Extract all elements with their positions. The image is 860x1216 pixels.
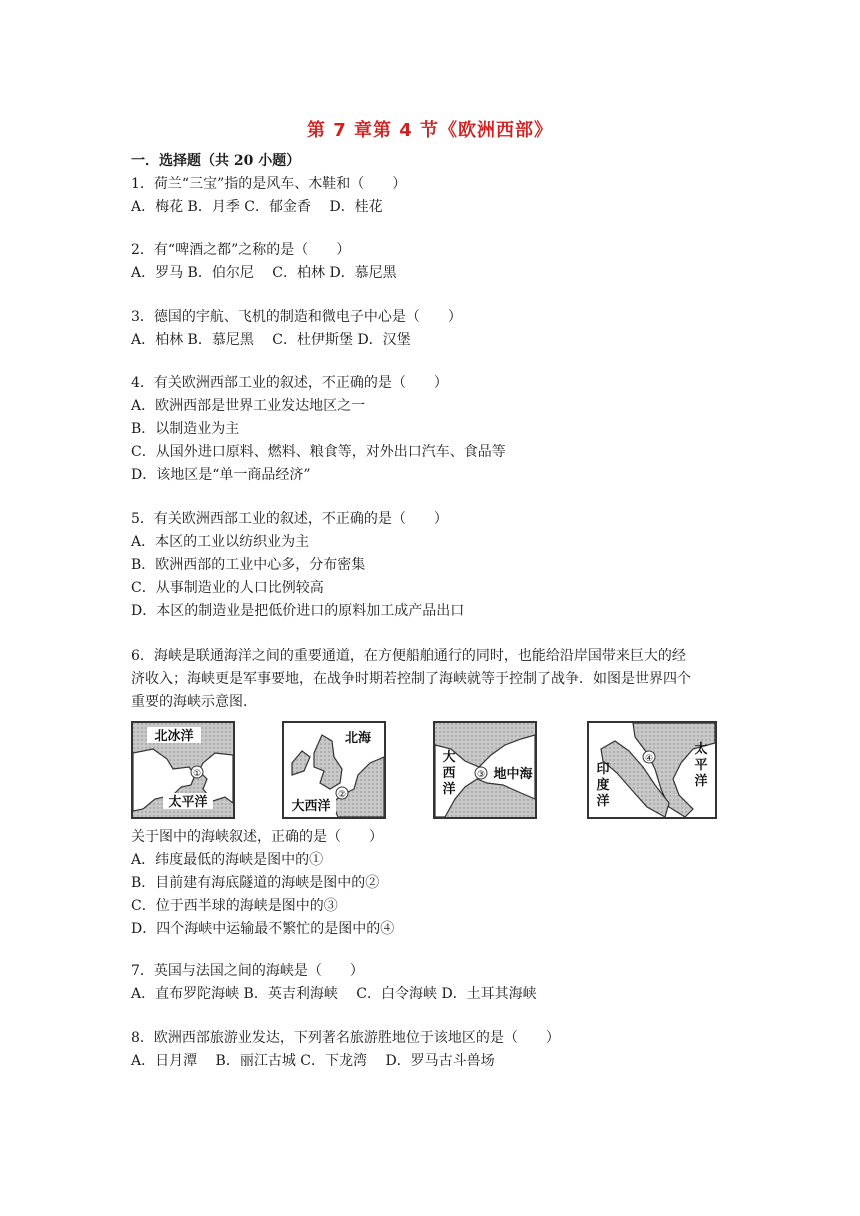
ocean-label: 大 — [442, 750, 456, 765]
ocean-label: 地中海 — [493, 767, 533, 782]
question-stem-line-3: 重要的海峡示意图． — [131, 694, 257, 710]
section-heading: 一．选择题（共 20 小题） — [131, 153, 301, 169]
strait-map-1 — [131, 721, 235, 819]
question-stem: 7．英国与法国之间的海峡是（ ） — [131, 963, 364, 979]
ocean-label: 洋 — [596, 794, 610, 809]
option-b: B．以制造业为主 — [131, 421, 240, 437]
question-stem: 3．德国的宇航、飞机的制造和微电子中心是（ ） — [131, 309, 462, 325]
strait-map-4 — [587, 721, 717, 819]
question-stem: 4．有关欧洲西部工业的叙述，不正确的是（ ） — [131, 375, 448, 391]
question-options: A．柏林 B．慕尼黑 C．杜伊斯堡 D．汉堡 — [131, 332, 411, 348]
question-options: A．直布罗陀海峡 B．英吉利海峡 C．白令海峡 D．土耳其海峡 — [131, 986, 537, 1002]
option-d: D．该地区是“单一商品经济” — [131, 467, 311, 483]
question-stem: 1．荷兰“三宝”指的是风车、木鞋和（ ） — [131, 176, 407, 192]
ocean-label: 北海 — [344, 731, 372, 746]
question-2 — [131, 239, 731, 285]
marker-2: ② — [337, 790, 347, 800]
question-stem: 2．有“啤酒之都”之称的是（ ） — [131, 242, 351, 258]
question-6 — [131, 645, 751, 714]
question-options: A．日月潭 B．丽江古城 C．下龙湾 D．罗马古斗兽场 — [131, 1053, 495, 1069]
question-5 — [131, 508, 731, 623]
strait-map-2 — [282, 721, 386, 819]
option-c: C．从事制造业的人口比例较高 — [131, 580, 324, 596]
question-1 — [131, 173, 731, 219]
question-options: A．罗马 B．伯尔尼 C．柏林 D．慕尼黑 — [131, 265, 397, 281]
option-c: C．位于西半球的海峡是图中的③ — [131, 898, 338, 914]
ocean-label: 度 — [596, 778, 610, 793]
question-7 — [131, 960, 731, 1006]
ocean-label: 洋 — [442, 782, 456, 797]
question-caption: 关于图中的海峡叙述，正确的是（ ） — [131, 829, 383, 845]
marker-1: ① — [192, 769, 202, 779]
marker-3: ③ — [476, 770, 486, 780]
question-3 — [131, 306, 731, 352]
option-a: A．本区的工业以纺织业为主 — [131, 534, 310, 550]
question-stem-line-1: 6．海峡是联通海洋之间的重要通道，在方便船舶通行的同时，也能给沿岸国带来巨大的经 — [131, 648, 686, 664]
question-options: A．梅花 B．月季 C．郁金香 D．桂花 — [131, 199, 383, 215]
question-4 — [131, 372, 731, 487]
option-d: D．本区的制造业是把低价进口的原料加工成产品出口 — [131, 603, 465, 619]
option-b: B．目前建有海底隧道的海峡是图中的② — [131, 875, 380, 891]
ocean-label: 平 — [694, 758, 708, 773]
ocean-label: 洋 — [694, 774, 708, 789]
strait-map-3 — [433, 721, 537, 819]
question-stem: 5．有关欧洲西部工业的叙述，不正确的是（ ） — [131, 511, 448, 527]
page-title: 第 7 章第 4 节《欧洲西部》 — [306, 120, 554, 141]
ocean-label: 印 — [596, 762, 610, 777]
ocean-label: 北冰洋 — [154, 729, 194, 744]
question-stem: 8．欧洲西部旅游业发达，下列著名旅游胜地位于该地区的是（ ） — [131, 1030, 560, 1046]
option-d: D．四个海峡中运输最不繁忙的是图中的④ — [131, 921, 395, 937]
question-6-options — [131, 826, 731, 941]
question-8 — [131, 1027, 731, 1073]
ocean-label: 大西洋 — [291, 799, 331, 814]
strait-maps — [131, 721, 721, 821]
question-stem-line-2: 济收入；海峡更是军事要地，在战争时期若控制了海峡就等于控制了战争．如图是世界四个 — [131, 671, 691, 687]
option-b: B．欧洲西部的工业中心多，分布密集 — [131, 557, 366, 573]
ocean-label: 太平洋 — [168, 795, 208, 810]
marker-4: ④ — [644, 754, 654, 764]
option-a: A．纬度最低的海峡是图中的① — [131, 852, 324, 868]
ocean-label: 太 — [694, 742, 708, 757]
ocean-label: 西 — [442, 766, 456, 781]
option-a: A．欧洲西部是世界工业发达地区之一 — [131, 398, 366, 414]
option-c: C．从国外进口原料、燃料、粮食等，对外出口汽车、食品等 — [131, 444, 506, 460]
